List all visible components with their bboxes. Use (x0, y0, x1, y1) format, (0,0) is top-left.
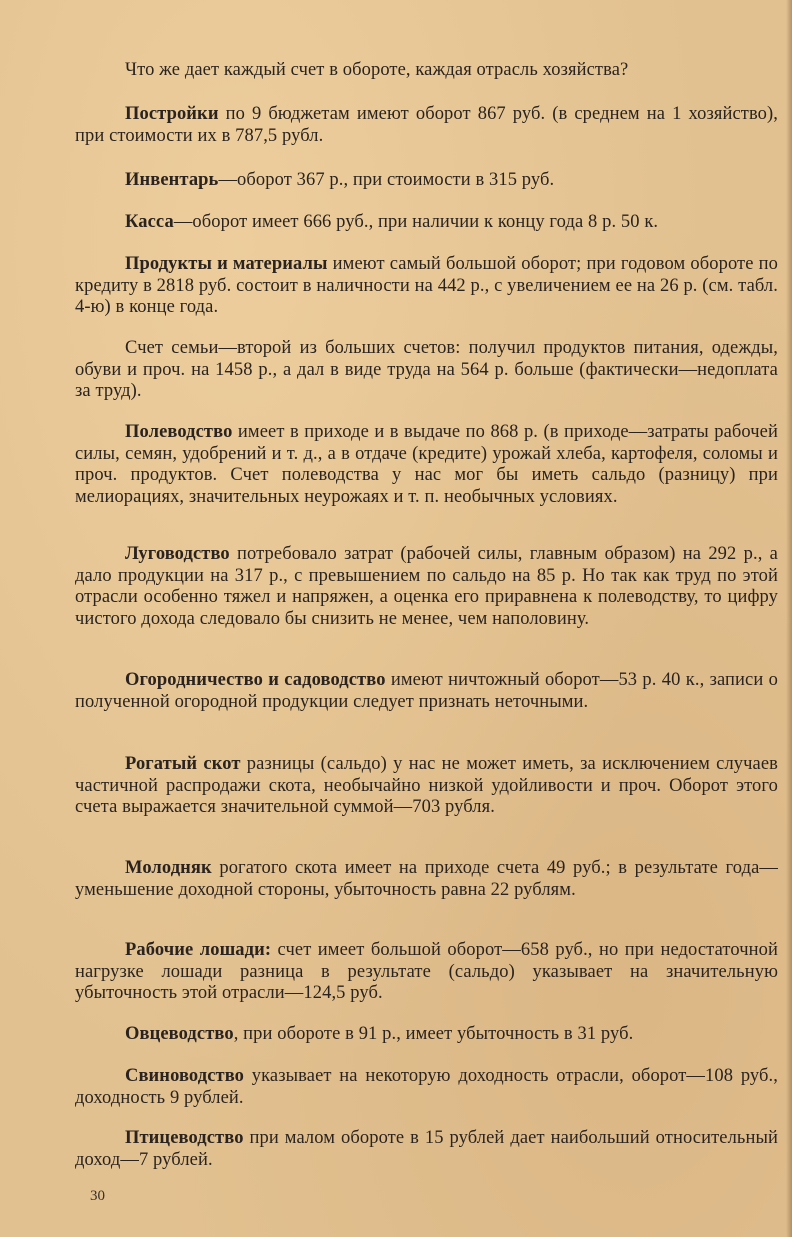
paragraph (75, 1066, 778, 1109)
paragraph-heading: Молодняк (125, 858, 212, 878)
page-number: 30 (90, 1188, 105, 1204)
paragraph (75, 670, 778, 713)
paragraph (75, 1128, 778, 1171)
paragraph (75, 422, 778, 508)
paragraph-heading: Огородничество и садоводство (125, 670, 386, 690)
paragraph-heading: Овцеводство (125, 1024, 234, 1044)
paragraph-text: по 9 бюджетам имеют оборот 867 руб. (в среднем на 1 хозяйство), при стоимости их в 787,5 рубл. (75, 104, 778, 146)
paragraph (75, 212, 778, 234)
paragraph (75, 170, 778, 192)
paragraph (75, 544, 778, 630)
paragraph-text: при малом обороте в 15 рублей дает наибольший относительный доход—7 рублей. (75, 1128, 778, 1170)
paragraph-heading: Рабочие лошади: (125, 940, 272, 960)
paragraph (75, 940, 778, 1005)
paragraph (75, 60, 778, 82)
paragraph-heading: Свиноводство (125, 1066, 245, 1086)
paragraph-text: Счет семьи—второй из больших счетов: получил продуктов питания, одежды, обуви и проч. на 1458 р., а дал в виде труда на 564 р. больше (фактически—недоплата за труд). (75, 338, 778, 401)
paragraph-text: указывает на некоторую доходность отрасли, оборот—108 руб., доходность 9 рублей. (75, 1066, 778, 1108)
paragraph-text: потребовало затрат (рабочей силы, главным образом) на 292 р., а дало продукции на 317 р., с превышением по сальдо на 85 р. Но так как труд по этой отрасли особенно тяжел и напряжен, а оценка его приравнена к полеводству, то цифру чистого дохода следовало бы снизить не менее, чем наполовину. (75, 544, 778, 629)
paragraph-text: имеют самый большой оборот; при годовом обороте по кредиту в 2818 руб. состоит в наличности на 442 р., с увеличением ее на 26 р. (см. табл. 4-ю) в конце года. (75, 254, 778, 317)
paragraph-text: имеют ничтожный оборот—53 р. 40 к., записи о полученной огородной продукции следует признать неточными. (75, 670, 778, 712)
paragraph (75, 104, 778, 147)
paragraph-heading: Полеводство (125, 422, 233, 442)
paragraph-text: рогатого скота имеет на приходе счета 49 руб.; в результате года—уменьшение доходной стороны, убыточность равна 22 рублям. (75, 858, 778, 900)
paragraph-text: —оборот имеет 666 руб., при наличии к концу года 8 р. 50 к. (173, 212, 659, 232)
paragraph-text: разницы (сальдо) у нас не может иметь, за исключением случаев частичной распродажи скота, необычайно низкой удойливости и проч. Оборот этого счета выражается значительной суммой—703 рубля. (75, 754, 778, 817)
paragraph (75, 858, 778, 901)
paragraph-heading: Продукты и материалы (125, 254, 328, 274)
paragraph-heading: Постройки (125, 104, 219, 124)
paragraph-heading: Инвентарь (125, 170, 219, 190)
paragraph-text: счет имеет большой оборот—658 руб., но при недостаточной нагрузке лошади разница в результате (сальдо) указывает на значительную убыточность этой отрасли—124,5 руб. (75, 940, 778, 1003)
paragraph-heading: Птицеводство (125, 1128, 244, 1148)
paragraph-heading: Луговодство (125, 544, 230, 564)
paragraph (75, 754, 778, 819)
page-edge-shadow (786, 0, 792, 1237)
paragraph-text: имеет в приходе и в выдаче по 868 р. (в приходе—затраты рабочей силы, семян, удобрений и т. д., а в отдаче (кредите) урожай хлеба, картофеля, соломы и проч. продуктов. Счет полеводства у нас мог бы иметь сальдо (разницу) при мелиорациях, значительных неурожаях и т. п. необычных условиях. (75, 422, 778, 507)
paragraph-heading: Касса (125, 212, 174, 232)
paragraph-heading: Рогатый скот (125, 754, 241, 774)
paragraph-text: Что же дает каждый счет в обороте, каждая отрасль хозяйства? (125, 60, 629, 80)
paragraph (75, 338, 778, 403)
paragraph (75, 254, 778, 319)
paragraph-text: , при обороте в 91 р., имеет убыточность в 31 руб. (233, 1024, 634, 1044)
paragraph-text: —оборот 367 р., при стоимости в 315 руб. (218, 170, 555, 190)
paragraph (75, 1024, 778, 1046)
